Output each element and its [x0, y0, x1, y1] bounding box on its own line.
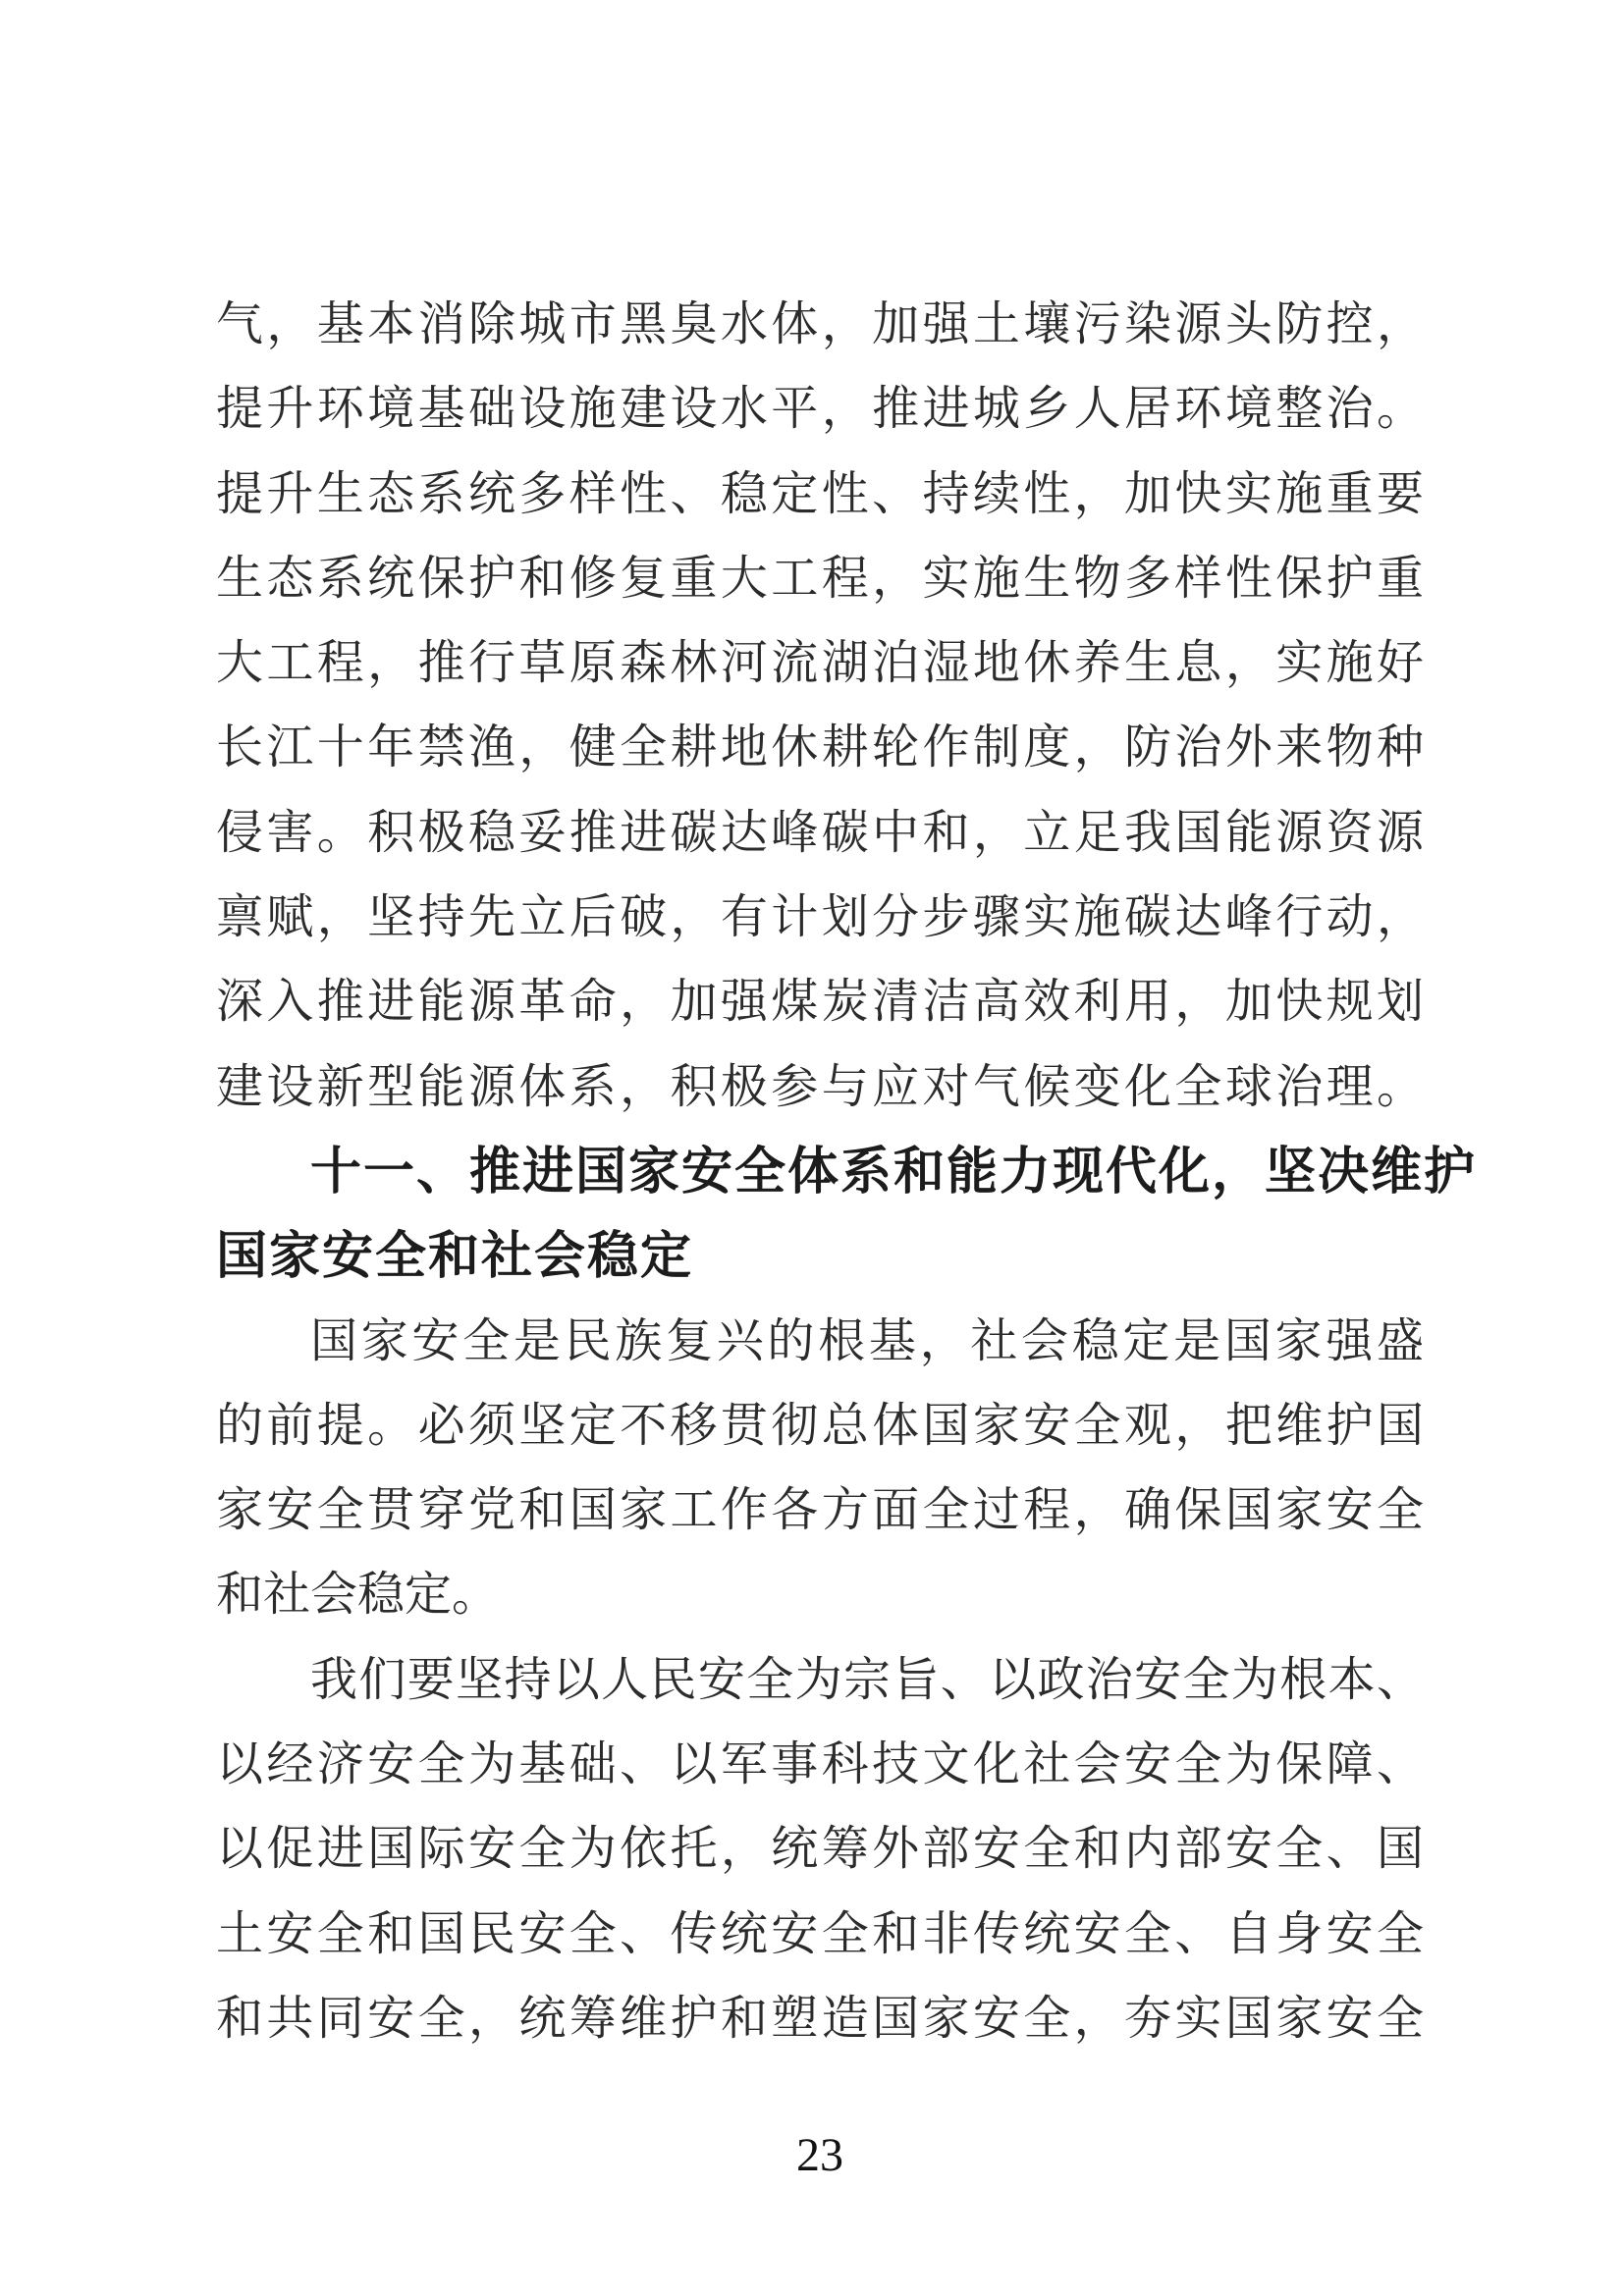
- text-line: 和共同安全，统筹维护和塑造国家安全，夯实国家安全: [216, 1992, 1424, 2045]
- text-line: 和社会稳定。: [216, 1569, 500, 1622]
- text-line: 深入推进能源革命，加强煤炭清洁高效利用，加快规划: [216, 976, 1424, 1029]
- text-line: 禀赋，坚持先立后破，有计划分步骤实施碳达峰行动，: [216, 891, 1424, 944]
- text-line: 的前提。必须坚定不移贯彻总体国家安全观，把维护国: [216, 1399, 1424, 1452]
- text-line: 我们要坚持以人民安全为宗旨、以政治安全为根本、: [310, 1653, 1424, 1706]
- text-line: 建设新型能源体系，积极参与应对气候变化全球治理。: [216, 1060, 1424, 1113]
- text-line: 以促进国际安全为依托，统筹外部安全和内部安全、国: [216, 1823, 1424, 1876]
- text-line: 提升环境基础设施建设水平，推进城乡人居环境整治。: [216, 383, 1424, 436]
- heading-line: 十一、推进国家安全体系和能力现代化，坚决维护: [310, 1143, 1478, 1201]
- text-line: 长江十年禁渔，健全耕地休耕轮作制度，防治外来物种: [216, 721, 1424, 774]
- page-number: 23: [796, 2129, 843, 2181]
- text-line: 土安全和国民安全、传统安全和非传统安全、自身安全: [216, 1907, 1424, 1960]
- text-block: [216, 283, 1478, 2061]
- text-line: 以经济安全为基础、以军事科技文化社会安全为保障、: [216, 1738, 1424, 1791]
- text-line: 侵害。积极稳妥推进碳达峰碳中和，立足我国能源资源: [216, 806, 1424, 859]
- text-line: 生态系统保护和修复重大工程，实施生物多样性保护重: [216, 552, 1424, 605]
- text-line: 气，基本消除城市黑臭水体，加强土壤污染源头防控，: [216, 298, 1424, 350]
- text-line: 提升生态系统多样性、稳定性、持续性，加快实施重要: [216, 467, 1424, 520]
- text-line: 家安全贯穿党和国家工作各方面全过程，确保国家安全: [216, 1484, 1424, 1537]
- text-line: 国家安全是民族复兴的根基，社会稳定是国家强盛: [310, 1314, 1424, 1367]
- text-line: 大工程，推行草原森林河流湖泊湿地休养生息，实施好: [216, 637, 1424, 690]
- heading-line: 国家安全和社会稳定: [216, 1228, 694, 1286]
